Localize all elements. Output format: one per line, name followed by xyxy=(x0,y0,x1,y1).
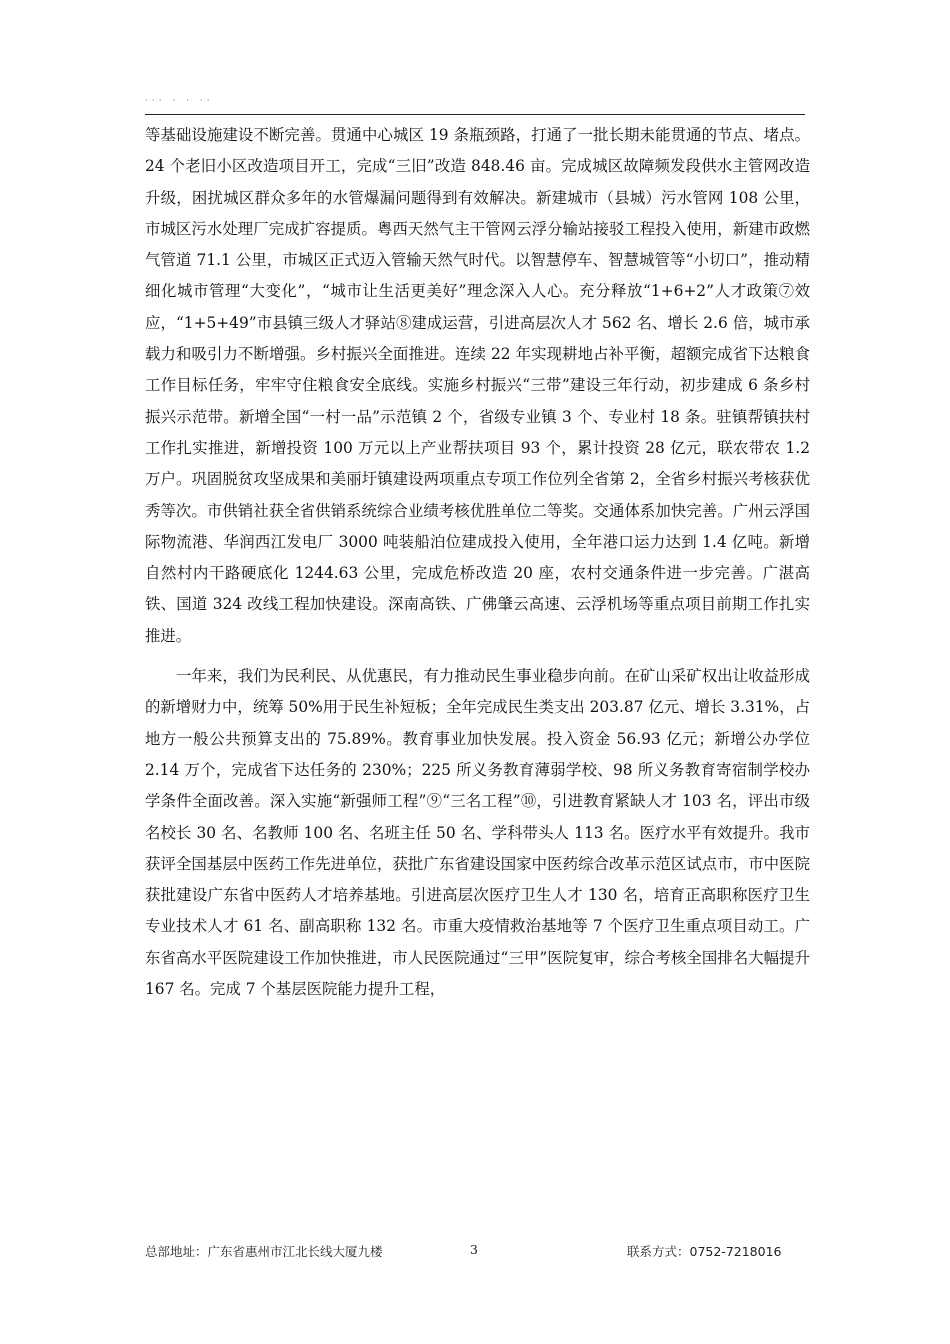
paragraph-1: 等基础设施建设不断完善。贯通中心城区 19 条瓶颈路，打通了一批长期未能贯通的节点、堵点。24 个老旧小区改造项目开工，完成“三旧”改造 848.46 亩。完成城区故障频发段供水主管网改造升级，困扰城区群众多年的水管爆漏问题得到有效解决。新建城市（县城）污水管网 108 公里，市城区污水处理厂完成扩容提质。粤西天然气主干管网云浮分输站接驳工程投入使用，新建市政燃气管道 71.1 公里，市城区正式迈入管输天然气时代。以智慧停车、智慧城管等“小切口”，推动精细化城市管理“大变化”，“城市让生活更美好”理念深入人心。充分释放“1+6+2”人才政策⑦效应，“1+5+49”市县镇三级人才驿站⑧建成运营，引进高层次人才 562 名、增长 2.6 倍，城市承载力和吸引力不断增强。乡村振兴全面推进。连续 22 年实现耕地占补平衡，超额完成省下达粮食工作目标任务，牢牢守住粮食安全底线。实施乡村振兴“三带”建设三年行动，初步建成 6 条乡村振兴示范带。新增全国“一村一品”示范镇 2 个，省级专业镇 3 个、专业村 18 条。驻镇帮镇扶村工作扎实推进，新增投资 100 万元以上产业帮扶项目 93 个，累计投资 28 亿元，联农带农 1.2 万户。巩固脱贫攻坚成果和美丽圩镇建设两项重点专项工作位列全省第 2，全省乡村振兴考核获优秀等次。市供销社获全省供销系统综合业绩考核优胜单位二等奖。交通体系加快完善。广州云浮国际物流港、华润西江发电厂 3000 吨装船泊位建成投入使用，全年港口运力达到 1.4 亿吨。新增自然村内干路硬底化 1244.63 公里，完成危桥改造 20 座，农村交通条件进一步完善。广湛高铁、国道 324 改线工程加快建设。深南高铁、广佛肇云高速、云浮机场等重点项目前期工作扎实推进。 xyxy=(145,126,810,645)
header-rule xyxy=(145,114,805,115)
header-mark: ··· · · ·· xyxy=(145,96,214,106)
footer-contact: 联系方式：0752-7218016 xyxy=(627,1244,782,1259)
footer-address: 总部地址：广东省惠州市江北长线大厦九楼 xyxy=(145,1244,383,1259)
footer-page-number: 3 xyxy=(470,1242,478,1257)
paragraph-2: 一年来，我们为民利民、从优惠民，有力推动民生事业稳步向前。在矿山采矿权出让收益形成的新增财力中，统筹 50%用于民生补短板；全年完成民生类支出 203.87 亿元、增长 3.31%，占地方一般公共预算支出的 75.89%。教育事业加快发展。投入资金 56.93 亿元；新增公办学位 2.14 万个，完成省下达任务的 230%；225 所义务教育薄弱学校、98 所义务教育寄宿制学校办学条件全面改善。深入实施“新强师工程”⑨“三名工程”⑩，引进教育紧缺人才 103 名，评出市级名校长 30 名、名教师 100 名、名班主任 50 名、学科带头人 113 名。医疗水平有效提升。我市获评全国基层中医药工作先进单位，获批广东省建设国家中医药综合改革示范区试点市，市中医院获批建设广东省中医药人才培养基地。引进高层次医疗卫生人才 130 名，培育正高职称医疗卫生专业技术人才 61 名、副高职称 132 名。市重大疫情救治基地等 7 个医疗卫生重点项目动工。广东省高水平医院建设工作加快推进，市人民医院通过“三甲”医院复审，综合考核全国排名大幅提升 167 名。完成 7 个基层医院能力提升工程， xyxy=(145,667,810,999)
body-text xyxy=(145,120,810,1005)
